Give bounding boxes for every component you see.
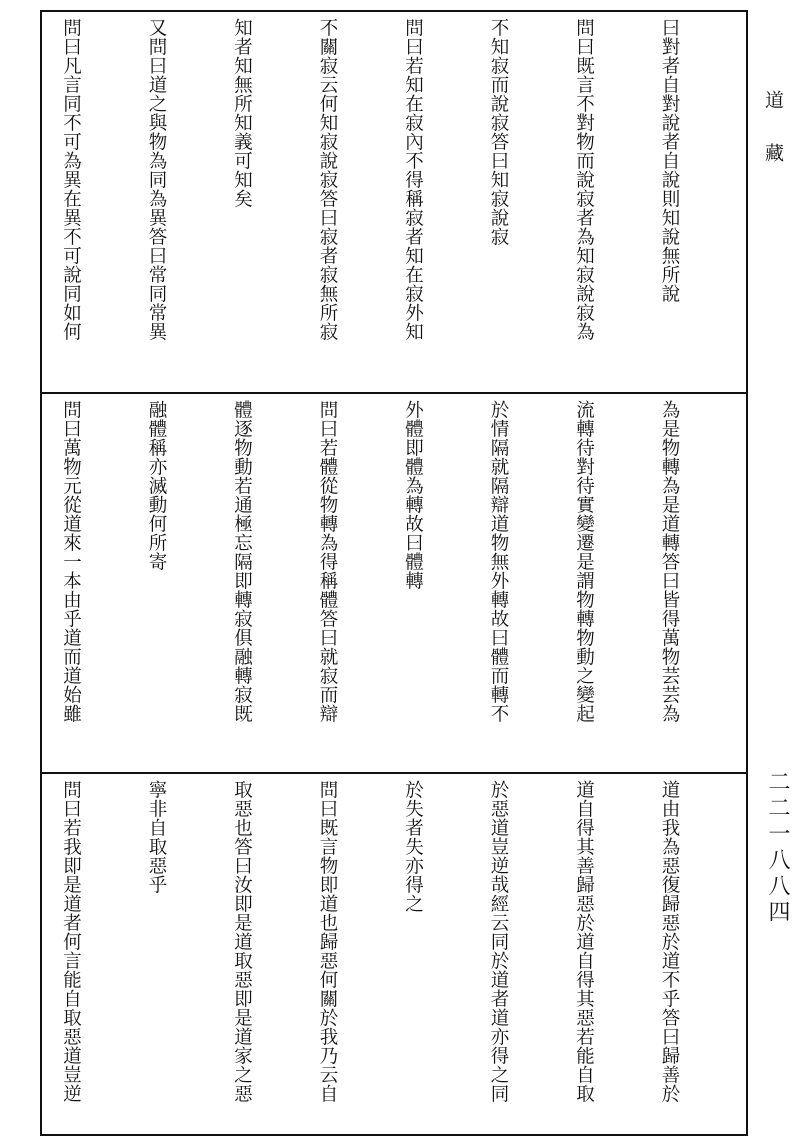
text-columns [48, 780, 740, 1130]
text-column: 問曰既言不對物而說寂者為知寂說寂為 [573, 18, 595, 341]
text-columns [48, 18, 740, 386]
text-column: 知者知無所知義可知矣 [231, 18, 253, 208]
page-number: 二二一八八四 [765, 770, 790, 926]
text-column: 問曰既言物即道也歸惡何關於我乃云自 [317, 780, 338, 1103]
text-column: 不知寂而說寂答曰知寂說寂 [488, 18, 509, 246]
text-column: 問曰凡言同不可為異在異不可說同如何 [60, 18, 82, 341]
text-column: 問曰萬物元從道來一本由乎道而道始雖 [60, 400, 82, 723]
text-column: 於失者失亦得之 [402, 780, 424, 913]
text-column: 道自得其善歸惡於道自得其惡若能自取 [573, 780, 595, 1103]
text-column: 外體即體為轉故曰體轉 [402, 400, 424, 590]
text-section-middle [42, 392, 746, 772]
text-section-top [42, 12, 746, 392]
text-column: 融體稱亦滅動何所寄 [146, 400, 167, 571]
text-column: 流轉待對待實變遷是謂物轉物動之變起 [573, 400, 595, 723]
text-column: 為是物轉為是道轉答曰皆得萬物芸芸為 [659, 400, 680, 723]
margin-title: 道 藏 [762, 90, 784, 168]
text-section-bottom [42, 772, 746, 1136]
text-column: 取惡也答曰汝即是道取惡即是道家之惡 [231, 780, 253, 1103]
text-column: 道由我為惡復歸惡於道不乎答曰歸善於 [659, 780, 680, 1103]
text-column: 又問曰道之與物為同為異答曰常同常異 [146, 18, 167, 341]
text-column: 體逐物動若通極忘隔即轉寂俱融轉寂既 [231, 400, 253, 723]
text-column: 問曰若體從物轉為得稱體答曰就寂而辯 [317, 400, 338, 723]
text-column: 於情隔就隔辯道物無外轉故曰體而轉不 [488, 400, 509, 723]
page-frame [40, 10, 748, 1136]
text-column: 於惡道豈逆哉經云同於道者道亦得之同 [488, 780, 509, 1103]
text-column: 寧非自取惡乎 [146, 780, 167, 894]
text-column: 問曰若知在寂內不得稱寂者知在寂外知 [402, 18, 424, 341]
text-column: 不關寂云何知寂說寂答曰寂者寂無所寂 [317, 18, 338, 341]
text-column: 問曰若我即是道者何言能自取惡道豈逆 [60, 780, 82, 1103]
text-column: 曰對者自對說者自說則知說無所說 [659, 18, 680, 303]
text-columns [48, 400, 740, 766]
